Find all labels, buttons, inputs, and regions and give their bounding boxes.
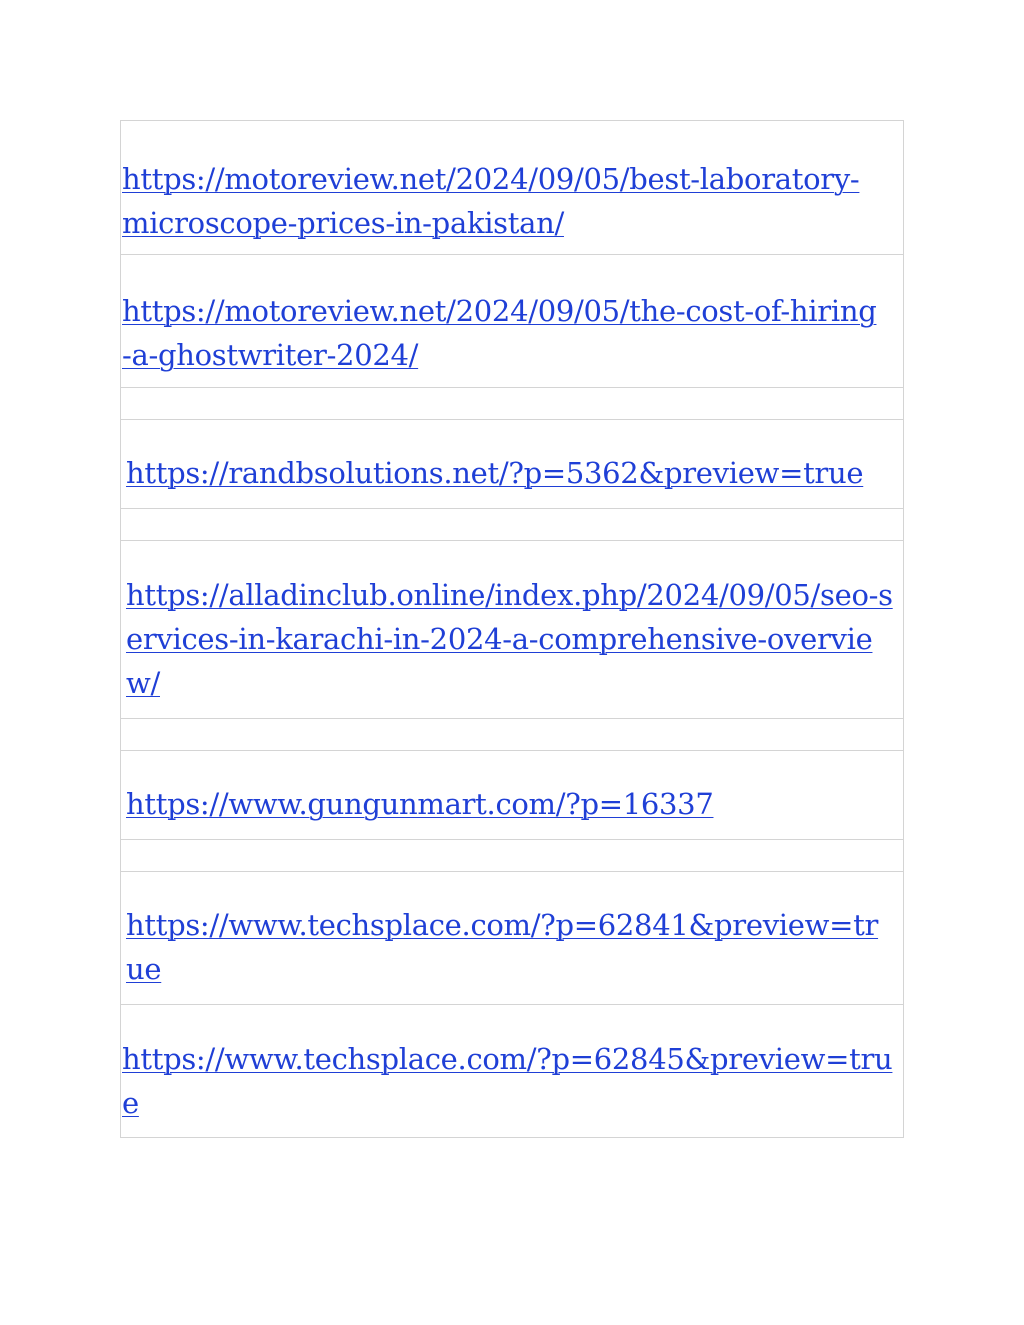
table-row: [121, 750, 903, 839]
links-table: [120, 120, 904, 1138]
table-row: [121, 121, 903, 254]
empty-row: [121, 839, 903, 871]
empty-row: [121, 718, 903, 750]
table-row: [121, 871, 903, 1004]
table-row: [121, 419, 903, 508]
table-row: [121, 254, 903, 387]
empty-row: [121, 387, 903, 419]
table-row: [121, 1004, 903, 1137]
link-gungunmart[interactable]: https://www.gungunmart.com/?p=16337: [126, 787, 714, 821]
link-alladinclub[interactable]: https://alladinclub.online/index.php/2024/09/05/seo-services-in-karachi-in-2024-a-comprehensive-overview/: [126, 578, 893, 700]
empty-row: [121, 508, 903, 540]
link-techsplace-62845[interactable]: https://www.techsplace.com/?p=62845&preview=true: [122, 1042, 893, 1120]
link-techsplace-62841[interactable]: https://www.techsplace.com/?p=62841&preview=true: [126, 908, 879, 986]
table-row: [121, 540, 903, 718]
link-motoreview-ghostwriter[interactable]: https://motoreview.net/2024/09/05/the-cost-of-hiring-a-ghostwriter-2024/: [122, 294, 877, 372]
link-randbsolutions[interactable]: https://randbsolutions.net/?p=5362&preview=true: [126, 456, 864, 490]
link-motoreview-microscope[interactable]: https://motoreview.net/2024/09/05/best-laboratory-microscope-prices-in-pakistan/: [122, 162, 860, 240]
